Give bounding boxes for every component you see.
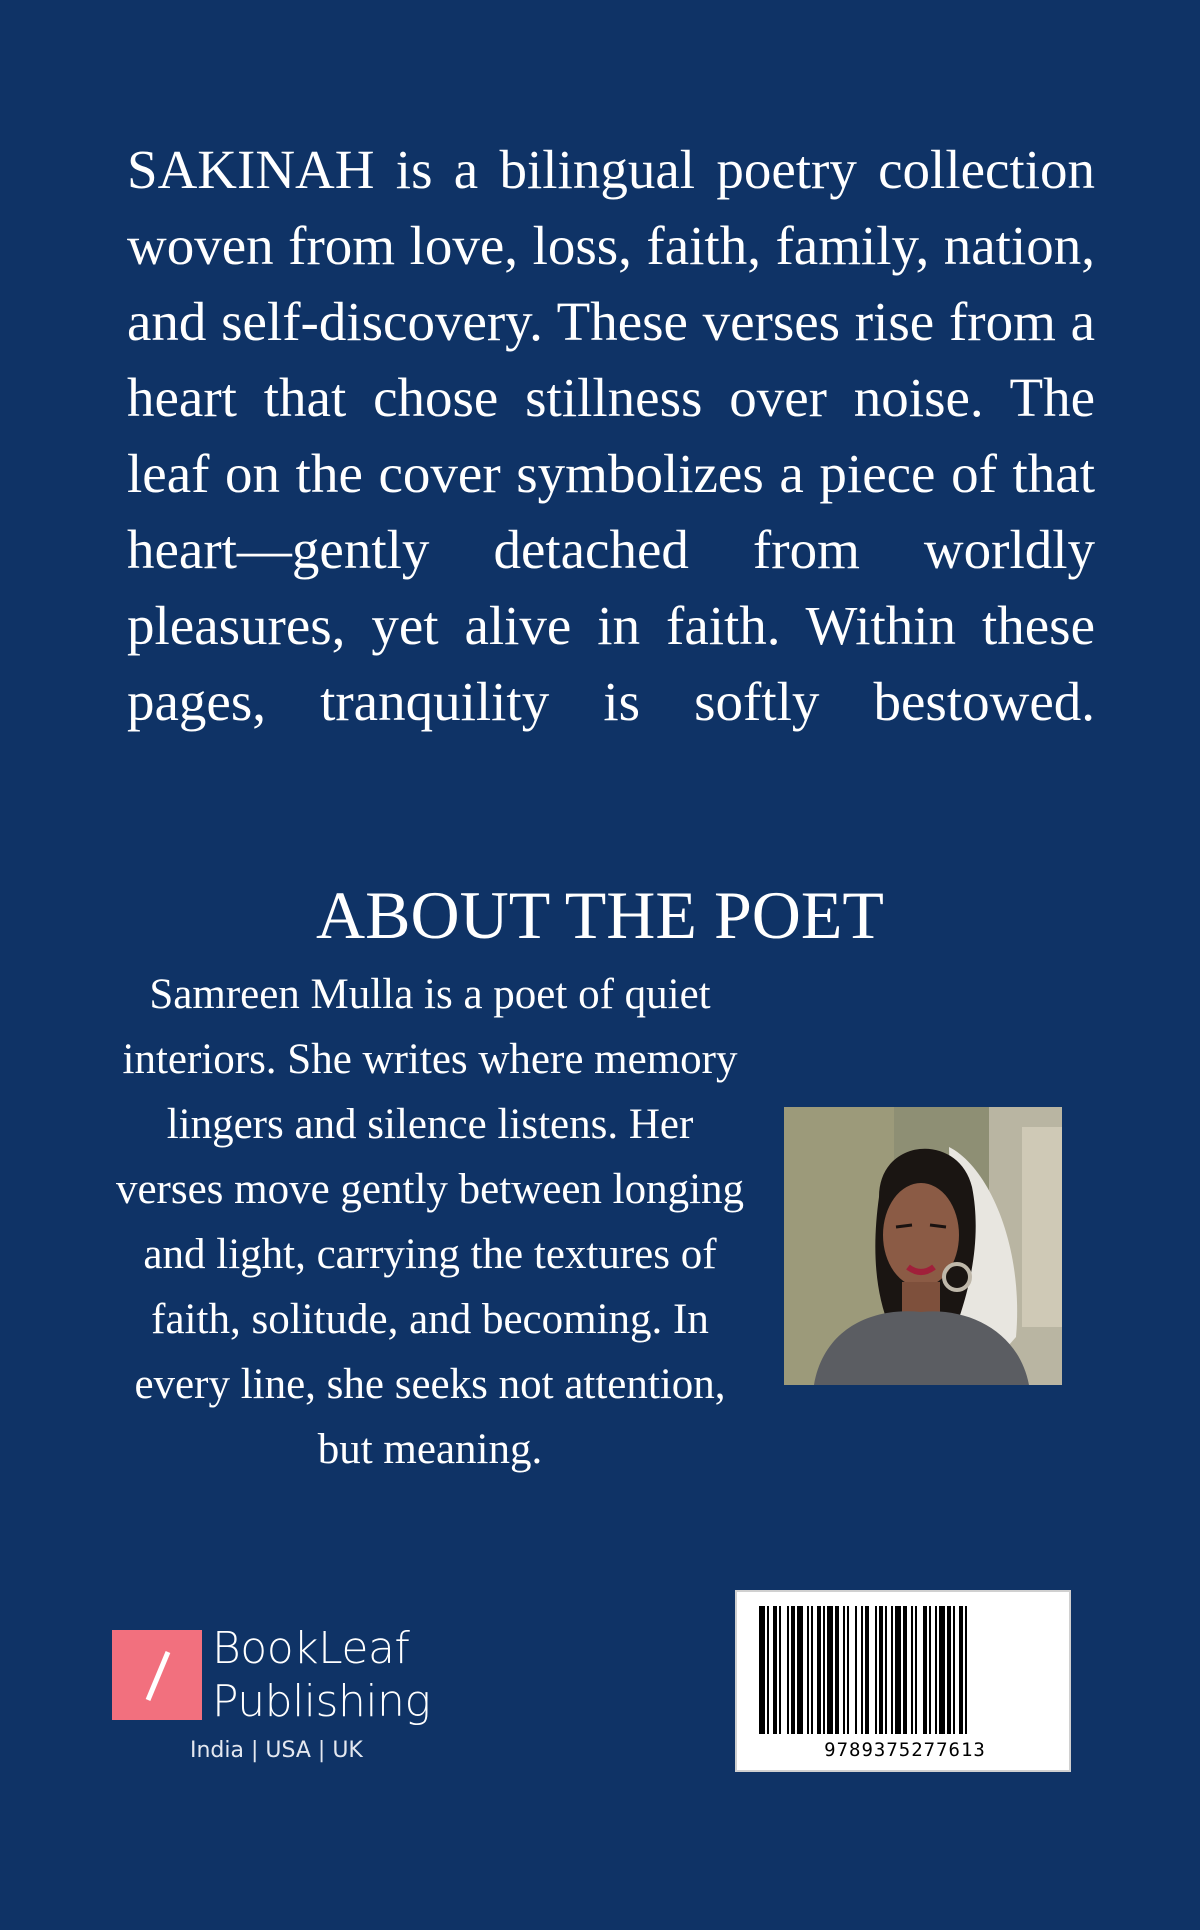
book-blurb: SAKINAH is a bilingual poetry collection woven from love, loss, faith, family, nation, and self-discovery. These verses rise from a heart that chose stillness over noise. The leaf on the cover symbolizes a piece of that heart—gently detached from worldly pleasures, yet alive in faith. Within these pages, tranquility is softly bestowed.: [127, 139, 1095, 732]
barcode-bar: [767, 1606, 769, 1734]
barcode-bar: [865, 1606, 869, 1734]
barcode-bar: [911, 1606, 913, 1734]
barcode-bar: [817, 1606, 821, 1734]
barcode-bar: [827, 1606, 833, 1734]
barcode: [735, 1590, 1071, 1772]
barcode-bar: [773, 1606, 777, 1734]
barcode-bar: [797, 1606, 803, 1734]
barcode-bar: [903, 1606, 907, 1734]
barcode-bar: [939, 1606, 945, 1734]
barcode-bar: [929, 1606, 931, 1734]
barcode-bar: [953, 1606, 955, 1734]
poet-portrait-image: [784, 1107, 1062, 1385]
about-heading: ABOUT THE POET: [316, 877, 884, 953]
publisher-name-line2: Publishing: [212, 1676, 431, 1727]
isbn-number: 9789375277613: [824, 1739, 986, 1761]
barcode-bar: [807, 1606, 809, 1734]
barcode-bar: [855, 1606, 857, 1734]
barcode-bar: [947, 1606, 951, 1734]
barcode-bar: [923, 1606, 927, 1734]
publisher-name-line1: BookLeaf: [212, 1623, 410, 1674]
publisher-logo: [112, 1623, 532, 1768]
barcode-bar: [891, 1606, 893, 1734]
barcode-bar: [779, 1606, 781, 1734]
publisher-regions: India | USA | UK: [190, 1738, 363, 1763]
barcode-bar: [791, 1606, 795, 1734]
barcode-bar: [959, 1606, 963, 1734]
poet-photo: [784, 1107, 1062, 1385]
barcode-bar: [759, 1606, 765, 1734]
barcode-bar: [885, 1606, 887, 1734]
poet-bio: Samreen Mulla is a poet of quiet interiors. She writes where memory lingers and silence listens. Her verses move gently between longing and light, carrying the textures of faith, solitude, and becoming. In every line, she seeks not attention, but meaning.: [115, 971, 745, 1473]
slash-icon: [138, 1648, 178, 1704]
publisher-logo-mark: [112, 1630, 202, 1720]
barcode-bar: [965, 1606, 967, 1734]
barcode-bar: [935, 1606, 937, 1734]
barcode-bar: [835, 1606, 839, 1734]
barcode-bar: [879, 1606, 883, 1734]
barcode-bar: [847, 1606, 849, 1734]
publisher-name: [212, 1622, 430, 1728]
barcode-bar: [915, 1606, 917, 1734]
barcode-bar: [843, 1606, 845, 1734]
barcode-bar: [875, 1606, 877, 1734]
barcode-bars: [755, 1606, 1055, 1734]
barcode-bar: [787, 1606, 789, 1734]
barcode-bar: [861, 1606, 863, 1734]
barcode-bar: [823, 1606, 825, 1734]
barcode-bar: [895, 1606, 901, 1734]
barcode-bar: [811, 1606, 813, 1734]
